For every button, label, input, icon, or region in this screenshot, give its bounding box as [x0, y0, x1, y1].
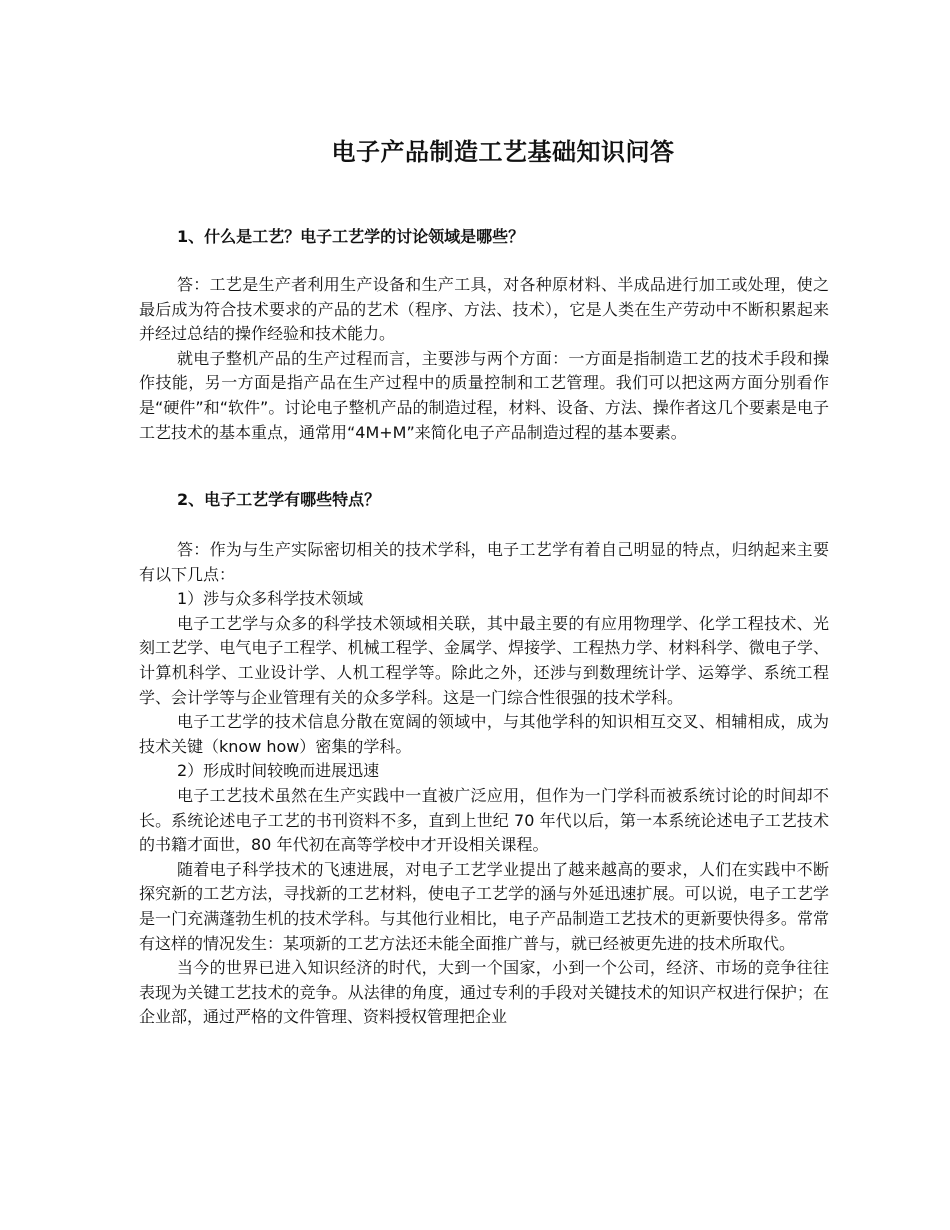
answer-2-body [139, 538, 829, 1030]
subheading: 2）形成时间较晚而进展迅速 [177, 761, 380, 781]
paragraph: 答：作为与生产实际密切相关的技术学科，电子工艺学有着自己明显的特点，归纳起来主要有以下几点： [139, 540, 829, 584]
paragraph: 就电子整机产品的生产过程而言，主要涉与两个方面：一方面是指制造工艺的技术手段和操作技能，另一方面是指产品在生产过程中的质量控制和工艺管理。我们可以把这两方面分别看作是“硬件”和“软件”。讨论电子整机产品的制造过程，材料、设备、方法、操作者这几个要素是电子工艺技术的基本重点，通常用“4M+M”来简化电子产品制造过程的基本要素。 [139, 348, 829, 442]
paragraph: 电子工艺技术虽然在生产实践中一直被广泛应用，但作为一门学科而被系统讨论的时间却不长。系统论述电子工艺的书刊资料不多，直到上世纪 70 年代以后，第一本系统论述电子工艺技术的书籍才面世，80 年代初在高等学校中才开设相关课程。 [139, 785, 829, 855]
paragraph: 当今的世界已进入知识经济的时代，大到一个国家，小到一个公司，经济、市场的竞争往往表现为关键工艺技术的竞争。从法律的角度，通过专利的手段对关键技术的知识产权进行保护；在企业部，通过严格的文件管理、资料授权管理把企业 [139, 958, 829, 1027]
answer-1-body [139, 273, 829, 445]
paragraph: 电子工艺学与众多的科学技术领域相关联，其中最主要的有应用物理学、化学工程技术、光刻工艺学、电气电子工程学、机械工程学、金属学、焊接学、工程热力学、材料科学、微电子学、计算机科学、工业设计学、人机工程学等。除此之外，还涉与到数理统计学、运筹学、系统工程学、会计学等与企业管理有关的众多学科。这是一门综合性很强的技术学科。 [139, 613, 829, 707]
subheading: 1）涉与众多科学技术领域 [177, 589, 364, 609]
paragraph: 答：工艺是生产者利用生产设备和生产工具，对各种原材料、半成品进行加工或处理，使之最后成为符合技术要求的产品的艺术（程序、方法、技术），它是人类在生产劳动中不断积累起来并经过总结的操作经验和技术能力。 [139, 275, 829, 344]
question-2-heading: 2、电子工艺学有哪些特点？ [177, 490, 381, 509]
paragraph: 随着电子科学技术的飞速进展，对电子工艺学业提出了越来越高的要求，人们在实践中不断探究新的工艺方法，寻找新的工艺材料，使电子工艺学的涵与外延迅速扩展。可以说，电子工艺学是一门充满蓬勃生机的技术学科。与其他行业相比，电子产品制造工艺技术的更新要快得多。常常有这样的情况发生：某项新的工艺方法还未能全面推广普与，就已经被更先进的技术所取代。 [139, 859, 829, 953]
question-1-heading: 1、什么是工艺？电子工艺学的讨论领域是哪些？ [177, 227, 525, 246]
document-title: 电子产品制造工艺基础知识问答 [331, 138, 675, 166]
paragraph: 电子工艺学的技术信息分散在宽阔的领域中，与其他学科的知识相互交叉、相辅相成，成为技术关键（know how）密集的学科。 [139, 712, 829, 756]
